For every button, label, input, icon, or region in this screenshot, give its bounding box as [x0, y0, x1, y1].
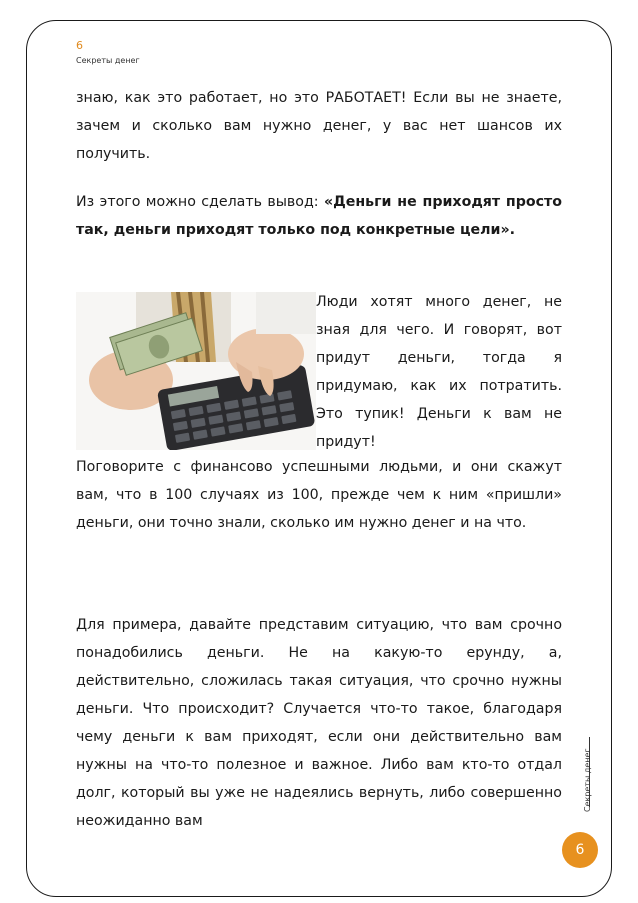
- paragraph-3-beside-image: Люди хотят много денег, не зная для чего. И говорят, вот придут деньги, тогда я придумаю, как их потратить. Это тупик! Деньги к вам не придут!: [316, 294, 562, 450]
- sidebar-title-container: [583, 740, 595, 812]
- paragraph-1: знаю, как это работает, но это РАБОТАЕТ! Если вы не знаете, зачем и сколько вам нужно денег, у вас нет шансов их получить.: [76, 90, 562, 162]
- paragraph-2-intro: Из этого можно сделать вывод:: [76, 194, 324, 210]
- paragraph-4: Для примера, давайте представим ситуацию, что вам срочно понадобились деньги. Не на какую-то ерунду, а, действительно, сложилась такая ситуация, что срочно нужны деньги. Что происходит? Случается что-то такое, благодаря чему деньги к вам приходят, если они действительно вам нужны на что-то полезное и важное. Либо вам кто-то отдал долг, который вы уже не надеялись вернуть, либо совершенно неожиданно вам: [76, 617, 562, 829]
- paragraph-3: Поговорите с финансово успешными людьми, и они скажут вам, что в 100 случаях из 100, прежде чем к ним «пришли» деньги, они точно знали, сколько им нужно денег и на что.: [76, 459, 562, 531]
- paragraph-2: [76, 188, 562, 244]
- header-title: Секреты денег: [76, 56, 140, 65]
- header-page-number: 6: [76, 39, 83, 52]
- sidebar-title: Секреты денег: [583, 748, 592, 812]
- paragraph-2-conclusion: «Деньги не приходят просто так, деньги приходят только под конкретные цели».: [76, 194, 562, 238]
- page-number-badge: 6: [562, 832, 598, 868]
- money-calculator-illustration: [76, 292, 316, 450]
- money-calculator-photo: [76, 292, 316, 450]
